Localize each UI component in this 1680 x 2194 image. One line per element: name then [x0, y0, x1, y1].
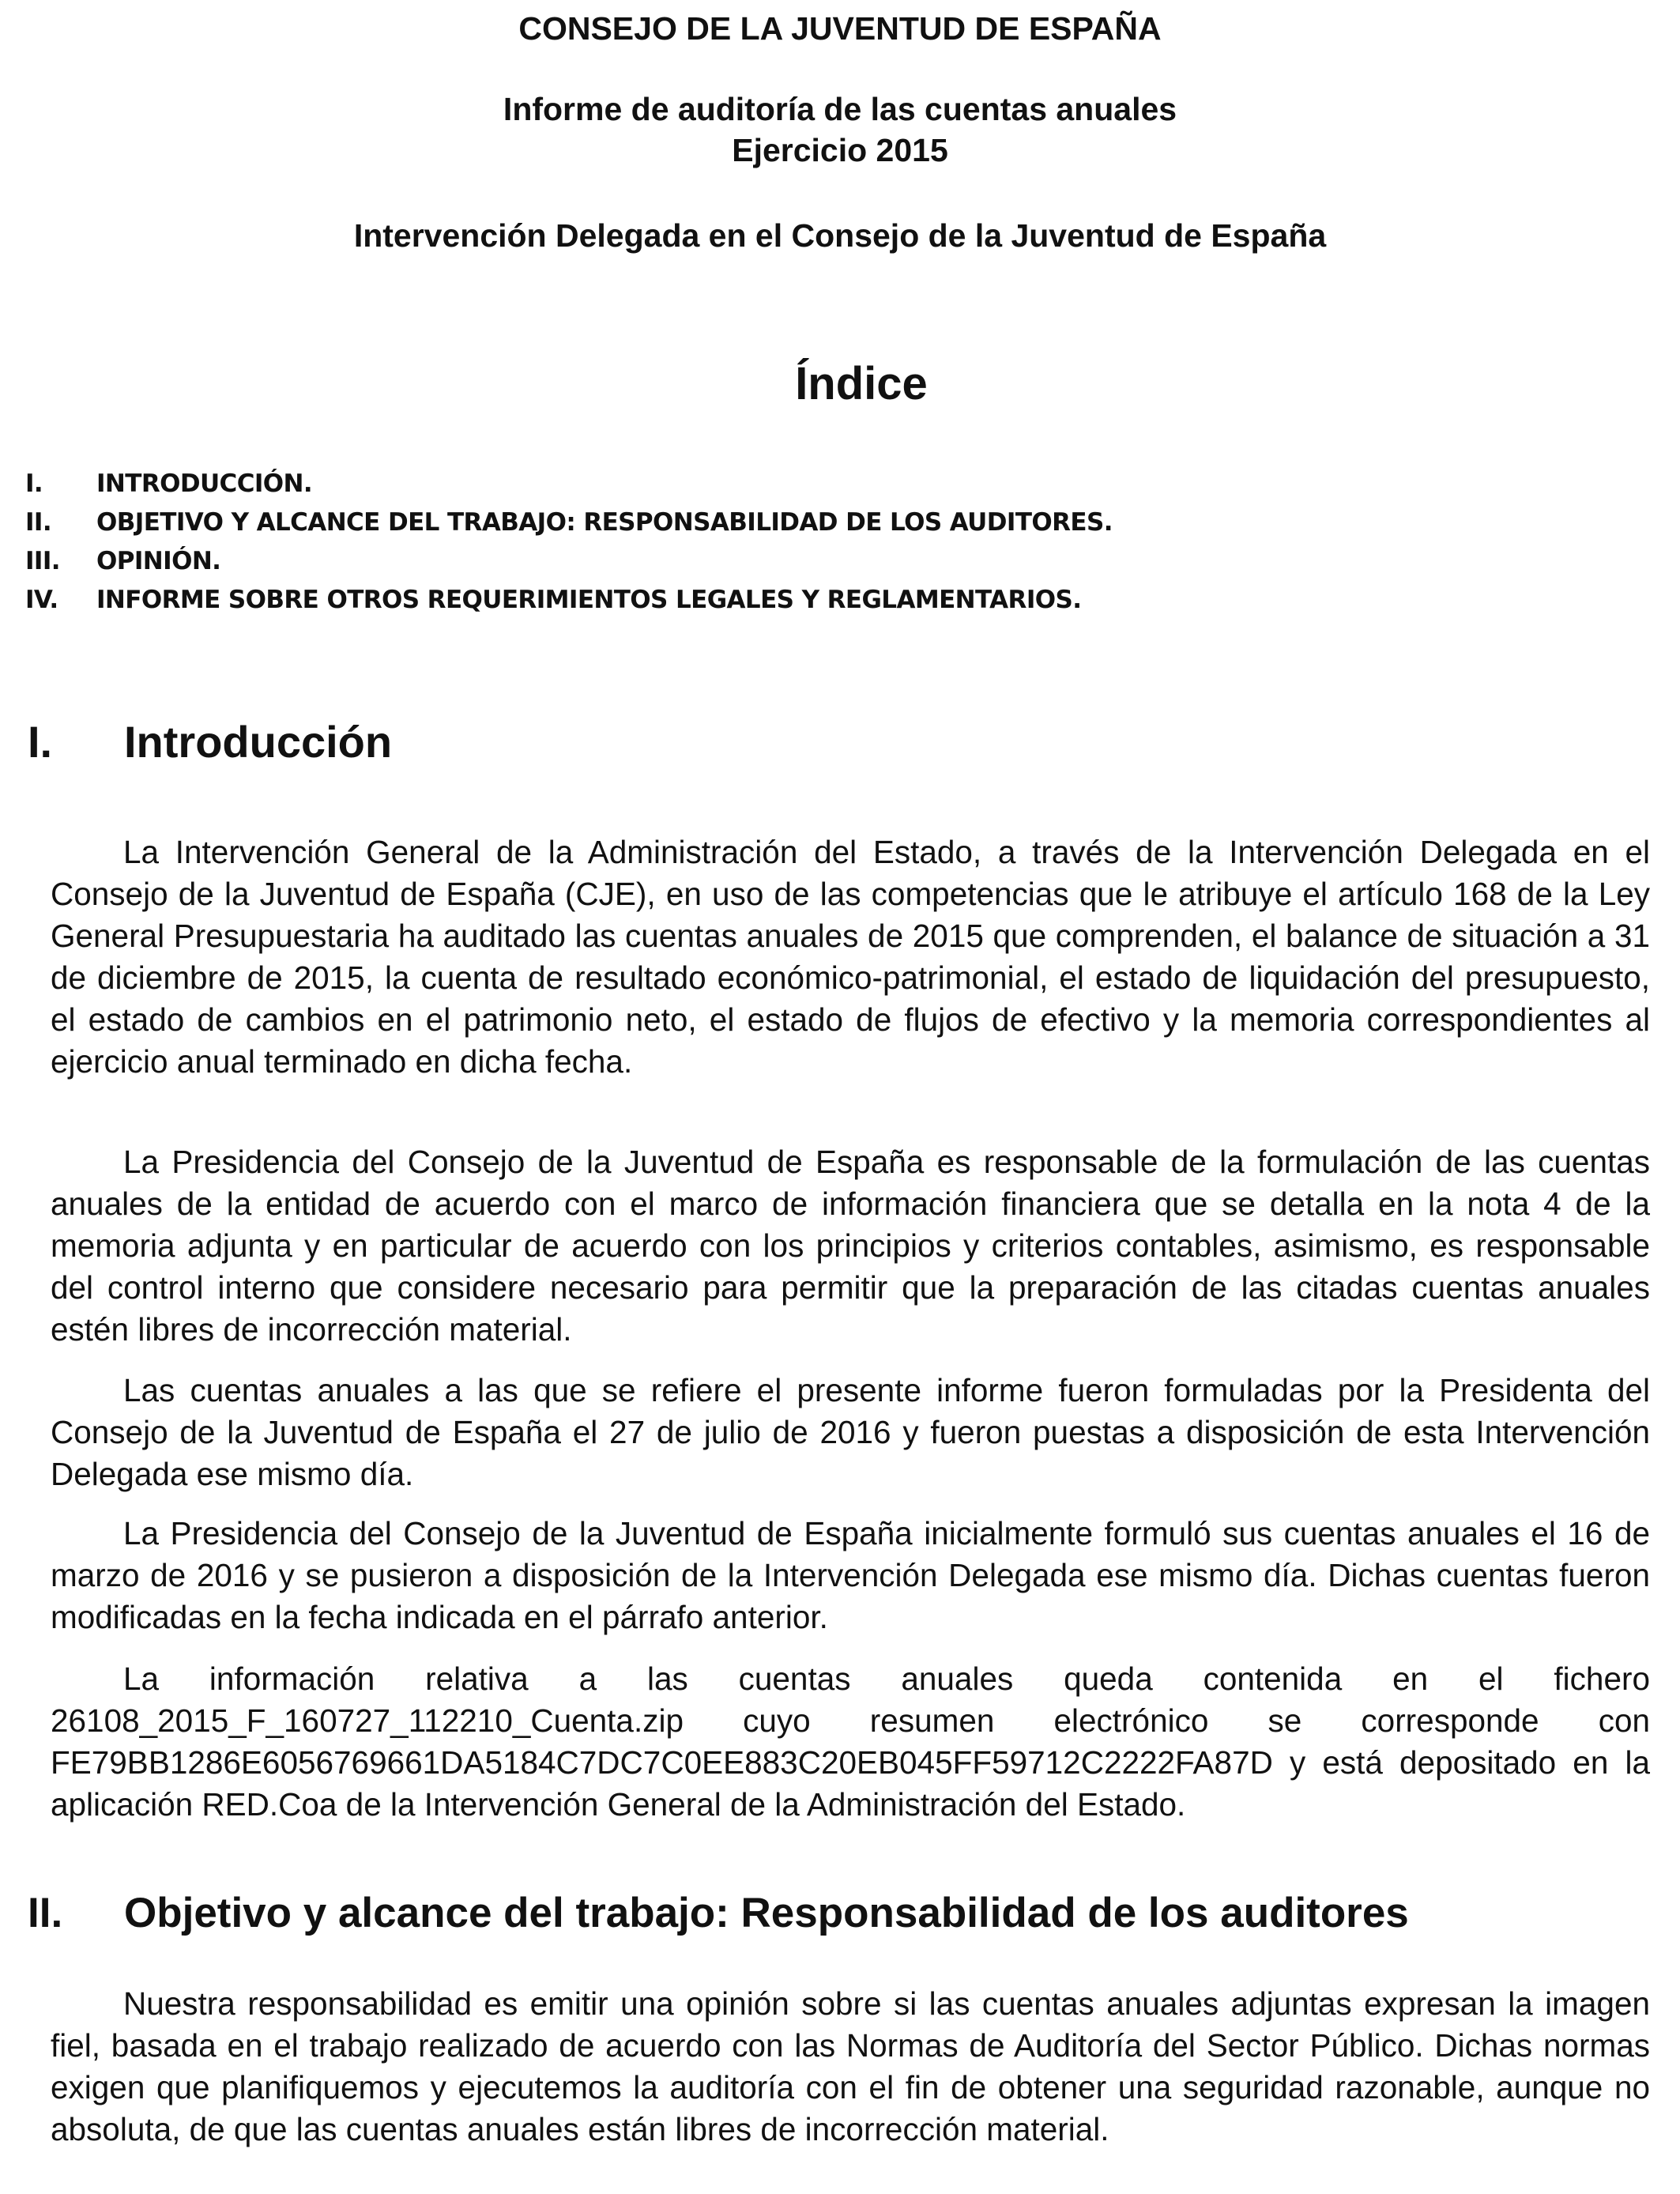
toc-item-number: I. [25, 469, 43, 498]
toc-item-label: INTRODUCCIÓN. [96, 469, 313, 498]
paragraph: La Presidencia del Consejo de la Juventud de España inicialmente formuló sus cuentas anuales el 16 de marzo de 2016 y se pusieron a disposición de la Intervención Delegada ese mismo día. Dichas cuentas fueron modificadas en la fecha indicada en el párrafo anterior. [51, 1515, 1650, 1635]
paragraph: La Presidencia del Consejo de la Juventud de España es responsable de la formulación de las cuentas anuales de la entidad de acuerdo con el marco de información financiera que se detalla en la nota 4 de la memoria adjunta y en particular de acuerdo con los principios y criterios contables, asimismo, es responsable del control interno que considere necesario para permitir que la preparación de las citadas cuentas anuales estén libres de incorrección material. [51, 1144, 1650, 1348]
section-number: I. [28, 717, 53, 767]
toc-item [25, 465, 1113, 503]
toc-item [25, 503, 1113, 542]
section-title: Introducción [124, 717, 393, 767]
section-title: Objetivo y alcance del trabajo: Responsabilidad de los auditores [124, 1890, 1409, 1936]
toc-item-number: III. [25, 547, 60, 575]
paragraph: Nuestra responsabilidad es emitir una opinión sobre si las cuentas anuales adjuntas expresan la imagen fiel, basada en el trabajo realizado de acuerdo con las Normas de Auditoría del Sector Público. Dichas normas exigen que planifiquemos y ejecutemos la auditoría con el fin de obtener una seguridad razonable, aunque no absoluta, de que las cuentas anuales están libres de incorrección material. [51, 1985, 1650, 2147]
index-title: Índice [795, 358, 928, 409]
exercise-year: Ejercicio 2015 [732, 132, 948, 168]
toc-item-label: INFORME SOBRE OTROS REQUERIMIENTOS LEGALES Y REGLAMENTARIOS. [96, 586, 1082, 614]
issuing-office: Intervención Delegada en el Consejo de la Juventud de España [353, 217, 1327, 254]
toc-item [25, 542, 1113, 581]
paragraph: Las cuentas anuales a las que se refiere el presente informe fueron formuladas por la Presidenta del Consejo de la Juventud de España el 27 de julio de 2016 y fueron puestas a disposición de esta Intervención Delegada ese mismo día. [51, 1372, 1650, 1492]
organization-title: CONSEJO DE LA JUVENTUD DE ESPAÑA [518, 10, 1162, 47]
toc-item-number: IV. [25, 586, 58, 614]
toc-item-label: OBJETIVO Y ALCANCE DEL TRABAJO: RESPONSABILIDAD DE LOS AUDITORES. [96, 508, 1113, 537]
section-number: II. [28, 1890, 63, 1936]
section-heading-objective [28, 1889, 1409, 1937]
table-of-contents [25, 465, 1113, 620]
report-title: Informe de auditoría de las cuentas anuales [503, 91, 1177, 127]
paragraph: La información relativa a las cuentas anuales queda contenida en el fichero 26108_2015_F_160727_112210_Cuenta.zip cuyo resumen electrónico se corresponde con FE79BB1286E6056769661DA5184C7DC7C0EE883C20EB045FF59712C2222FA87D y está depositado en la aplicación RED.Coa de la Intervención General de la Administración del Estado. [51, 1661, 1650, 1823]
toc-item-label: OPINIÓN. [96, 547, 221, 575]
toc-item [25, 581, 1113, 620]
paragraph: La Intervención General de la Administración del Estado, a través de la Intervención Delegada en el Consejo de la Juventud de España (CJE), en uso de las competencias que le atribuye el artículo 168 de la Ley General Presupuestaria ha auditado las cuentas anuales de 2015 que comprenden, el balance de situación a 31 de diciembre de 2015, la cuenta de resultado económico-patrimonial, el estado de liquidación del presupuesto, el estado de cambios en el patrimonio neto, el estado de flujos de efectivo y la memoria correspondientes al ejercicio anual terminado en dicha fecha. [51, 834, 1650, 1080]
toc-item-number: II. [25, 508, 52, 537]
section-heading-introduction [28, 716, 392, 767]
